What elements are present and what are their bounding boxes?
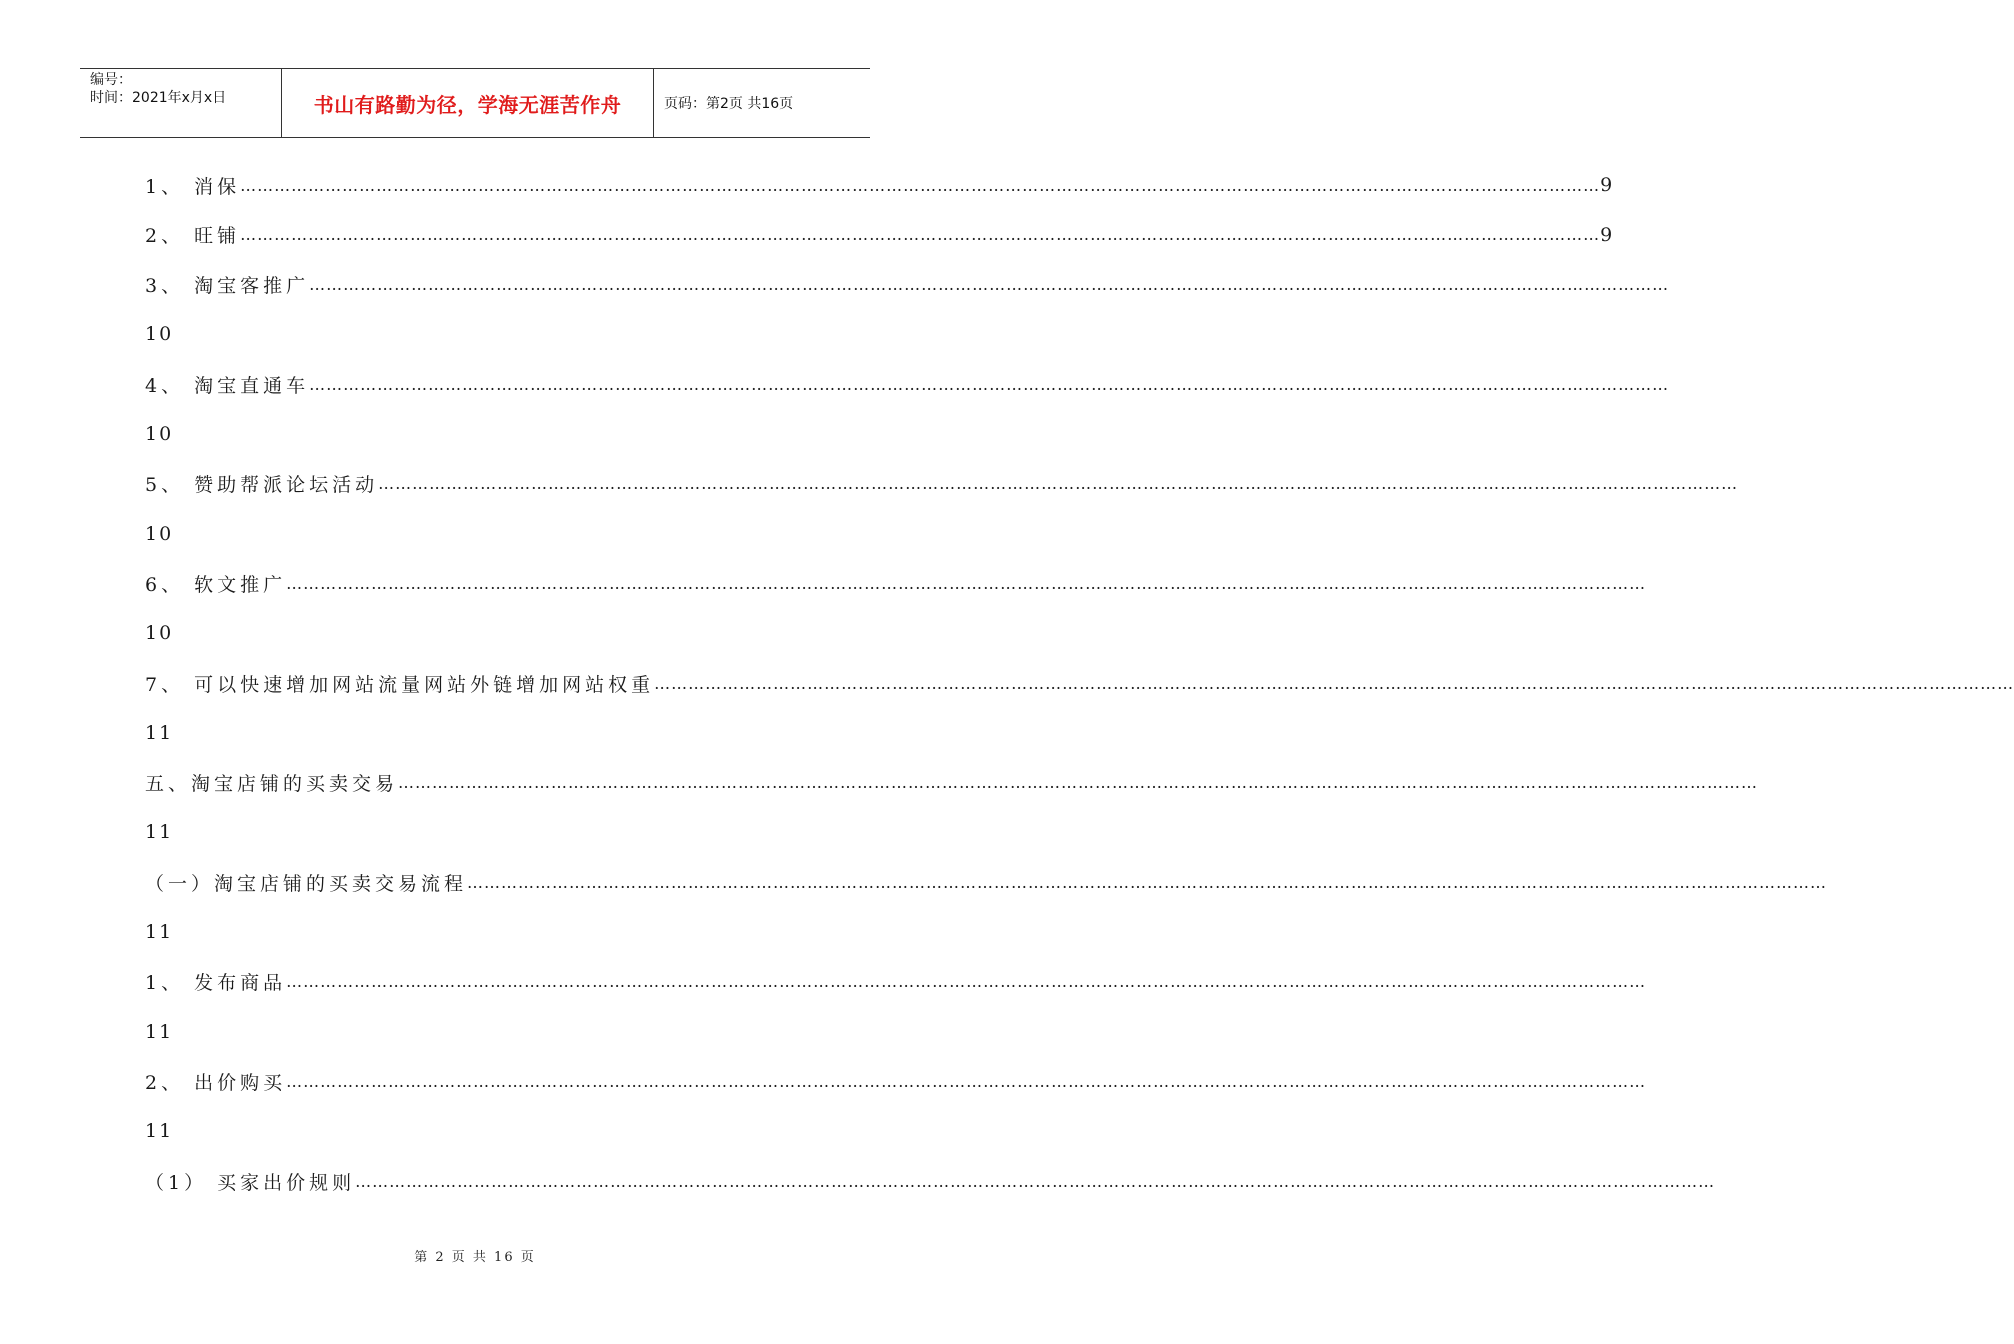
toc-entry[interactable] xyxy=(145,270,1670,300)
toc-leader-dots: …………………………………………………………………………………………………………………………………………………………………………………………………………………… xyxy=(240,225,1601,245)
toc-entry-title: 4、 淘宝直通车 xyxy=(145,374,310,397)
toc-leader-dots: …………………………………………………………………………………………………………………………………………………………………………………………………………………… xyxy=(398,773,1759,793)
toc-leader-dots: …………………………………………………………………………………………………………………………………………………………………………………………………………………… xyxy=(355,1171,1716,1191)
toc-page-number: 11 xyxy=(145,721,174,744)
motto: 书山有路勤为径，学海无涯苦作舟 xyxy=(281,69,654,137)
toc-entry[interactable] xyxy=(145,170,1614,200)
toc-entry[interactable] xyxy=(145,1066,1647,1096)
toc-entry-title: （一）淘宝店铺的买卖交易流程 xyxy=(145,872,468,895)
toc-entry[interactable] xyxy=(145,1166,1716,1196)
toc-entry-title: 2、 旺铺 xyxy=(145,225,241,248)
toc-page-number: 9 xyxy=(1600,223,1614,246)
toc-entry[interactable] xyxy=(145,220,1614,250)
toc-page-number: 10 xyxy=(145,423,174,445)
toc-leader-dots: …………………………………………………………………………………………………………………………………………………………………………………………………………………… xyxy=(286,1071,1647,1091)
toc-entry[interactable] xyxy=(145,469,1739,499)
toc-page-number: 11 xyxy=(145,921,174,943)
number-label: 编号： xyxy=(90,72,132,88)
toc-entry-title: 1、 消保 xyxy=(145,175,241,198)
toc-page-number: 10 xyxy=(145,522,174,545)
toc-leader-dots: …………………………………………………………………………………………………………………………………………………………………………………………………………………… xyxy=(309,275,1670,295)
toc-leader-dots: …………………………………………………………………………………………………………………………………………………………………………………………………………………… xyxy=(286,573,1647,593)
toc-entry[interactable] xyxy=(145,867,1828,897)
toc-page-number: 10 xyxy=(145,622,174,645)
page-label: 页码：第2页 共16页 xyxy=(664,96,794,112)
toc-entry-title: 5、 赞助帮派论坛活动 xyxy=(145,474,379,497)
toc-entry-title: （1） 买家出价规则 xyxy=(145,1171,356,1194)
toc-page-number: 9 xyxy=(1600,174,1614,196)
time-label: 时间：2021年x月x日 xyxy=(90,90,227,106)
toc-leader-dots: …………………………………………………………………………………………………………………………………………………………………………………………………………………… xyxy=(286,972,1647,992)
page-header xyxy=(80,68,870,138)
toc-entry-title: 7、 可以快速增加网站流量网站外链增加网站权重 xyxy=(145,673,655,696)
toc-page-number: 10 xyxy=(145,323,174,346)
toc-entry-title: 2、 出价购买 xyxy=(145,1071,287,1094)
toc-entry[interactable] xyxy=(145,369,1670,399)
toc-entry[interactable] xyxy=(145,568,1647,598)
toc-entry[interactable] xyxy=(145,768,1759,798)
toc-leader-dots: …………………………………………………………………………………………………………………………………………………………………………………………………………………… xyxy=(309,374,1670,394)
toc-entry-title: 3、 淘宝客推广 xyxy=(145,275,310,298)
toc-leader-dots: …………………………………………………………………………………………………………………………………………………………………………………………………………………… xyxy=(467,872,1828,892)
header-meta xyxy=(80,69,281,137)
toc-leader-dots: …………………………………………………………………………………………………………………………………………………………………………………………………………………… xyxy=(378,474,1739,494)
toc-page-number: 11 xyxy=(145,821,174,844)
toc-entry[interactable] xyxy=(145,668,2014,698)
toc-entry[interactable] xyxy=(145,967,1647,997)
toc-leader-dots: …………………………………………………………………………………………………………………………………………………………………………………………………………………… xyxy=(240,175,1601,195)
toc-entry-title: 6、 软文推广 xyxy=(145,573,287,596)
toc-entry-title: 五、淘宝店铺的买卖交易 xyxy=(145,773,399,796)
toc-entry-title: 1、 发布商品 xyxy=(145,972,287,995)
toc-page-number: 11 xyxy=(145,1020,174,1043)
page-footer: 第 2 页 共 16 页 xyxy=(414,1250,536,1265)
toc-leader-dots: …………………………………………………………………………………………………………………………………………………………………………………………………………………… xyxy=(654,673,2014,693)
toc-page-number: 11 xyxy=(145,1120,174,1143)
